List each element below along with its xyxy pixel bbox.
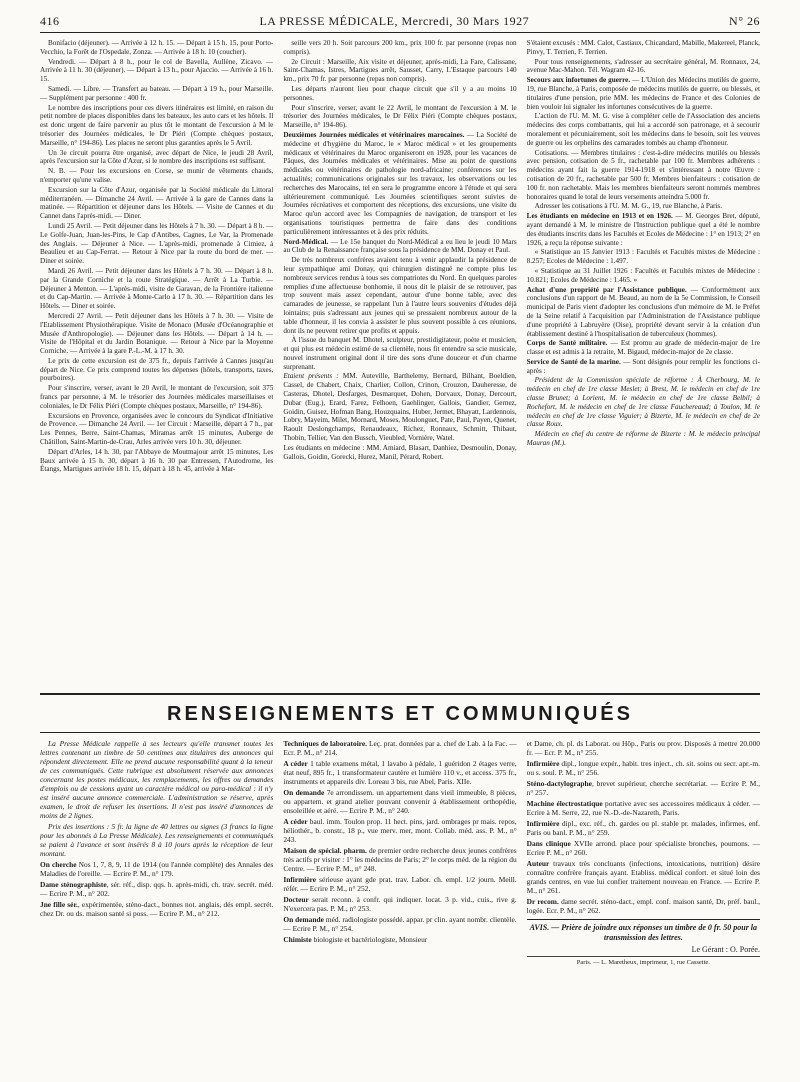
col1-paragraph-3: Le nombre des inscriptions pour ces divers itinéraires est limité, en raison du petit nombre de places disponibles dans les bateaux, les auto cars et les hôtels. Il est donc urgent de faire parvenir au plus tôt le montant de l'excursion à M le trésorier des Journées médicales, le Dr Piéri (Compte chèques postaux, Marseille, n° 194-86). Les places ne seront plus garanties après le 5 Avril.	[40, 103, 274, 147]
notice-paragraph: La Presse Médicale rappelle à ses lecteurs qu'elle transmet toutes les lettres contenant un timbre de 50 centimes aux titulaires des annonces qui répondent directement. Elle ne prend aucune responsabilité quant à la teneur de ces communiqués. Cette rubrique est absolument réservée aux annonces concernant les postes médicaux, les remplacements, les offres ou demandes d'emplois ou de cessions ayant un caractère médical ou para-médical : il n'y est inséré aucune annonce commerciale. L'administration se réserve, après examen, le droit de refuser les insertions. Il n'est pas inséré d'annonces de moins de 2 lignes.	[40, 739, 274, 820]
col1-paragraph-6: Excursion sur la Côte d'Azur, organisée par la Société médicale du Littoral méditerranéen. — Dimanche 24 Avril. — Arrivée à la gare de Cannes dans la matinée. — Répartition et déjeuner dans les Hôtels. — Visite de Cannes et du Cannet dans l'après-midi. — Diner.	[40, 185, 274, 221]
classified-ad-heading: A céder	[283, 817, 308, 826]
classified-ad-5	[527, 839, 760, 857]
excursion-paragraph-1: 2e Circuit : Marseille, Aix visite et déjeuner, après-midi, La Fare, Calissane, Saint-Chamas, Istres, Martigues arrêt, Sausset, Carry, L'Estaque parcours 140 km., prix 70 fr. par personne (repas non compris).	[283, 57, 517, 84]
navy-text: — Sont désignés pour remplir les fonctions ci-après :	[526, 357, 760, 375]
classified-ad-3	[283, 817, 516, 844]
classified-ad-3	[527, 799, 760, 817]
classified-ad-text: sérieuse ayant gde prat. trav. Labor. ch. empl. 1/2 journ. Meill. référ. — Ecrire P. M., n° 252.	[283, 875, 517, 893]
nord-medical-text: — Le 15e banquet du Nord-Médical a eu lieu le jeudi 10 Mars au Club de la Renaissance française sous la présidence de MM. Donay et Paul.	[283, 237, 517, 255]
classified-columns	[40, 739, 760, 1061]
col1-paragraph-1: Vendredi. — Départ à 8 h., pour le col de Bavella, Aullène, Zicavo. — Arrivée à 11 h. 30 (déjeuner). — Départ à 13 h., pour Ajaccio. — Arrivée à 16 h. 15.	[40, 57, 274, 84]
classified-ad-text: biologiste et bactériologiste, Monsieur	[311, 935, 428, 944]
classified-ad-heading: On demande	[283, 915, 324, 924]
classified-ad-heading: Dr recom.	[526, 897, 559, 906]
classified-ad-text: dipl., longue expér., habit. tres inject., ch. sit. soins ou secr. apr.-m. ou s. soul. P. M., n° 256.	[526, 759, 760, 777]
avis-notice: AVIS. — Prière de joindre aux réponses un timbre de 0 fr. 50 pour la transmission des lettres.	[529, 923, 758, 942]
classified-ad-4	[527, 819, 760, 837]
classified-ad-heading: A céder	[283, 759, 308, 768]
classified-ad-0	[40, 860, 273, 878]
war-relief-text-2: Cotisations. — Membres titulaires : c'est-à-dire médecins mutilés ou blessés avec pension, cotisation de 5 fr., rachetable par 100 fr. Membres adhérents : médecins ayant fait la guerre 1914-1918 et s'intéressant à notre Œuvre : cotisation de 20 fr., rachetable par 500 fr. Membres bienfaiteurs : cotisation de 100 fr. non rachetable. Mais les membres bienfaiteurs seront nommés membres honoraires quand le total de leurs versements atteindra 5.000 fr.	[526, 148, 760, 201]
military-text: — Est promu au grade de médecin-major de 1re classe et est admis à la retraite, M. Bigaud, médecin-major de 2e classe.	[526, 339, 760, 357]
classified-ad-text: méd. radiologiste possédé. appar. pr clin. ayant nombr. clientèle. — Ecrire P. M., n° 254.	[283, 915, 517, 933]
military-title: Corps de Santé militaire.	[526, 339, 608, 348]
notice-box	[527, 919, 760, 967]
maroc-item	[283, 131, 516, 237]
classified-ad-text: Leç. prat. données par a. chef de Lab. à la Fac. — Ecr. P. M., n° 214.	[283, 739, 517, 757]
classified-ad-heading: On demande	[283, 788, 325, 797]
col1-paragraph-12: Excursions en Provence, organisées avec le concours du Syndicat d'Initiative de Provence. — Dimanche 24 Avril. — 1er Circuit : Marseille, départ à 7 h., par Les Pennes, Berre, Saint-Chamas, Miramas arrêt 15 minutes, Auberge de Châtillon, Saint-Martin-de-Crau, Arles arrivée vers 10 h. 30, déjeuner.	[40, 411, 274, 447]
section-title: RENSEIGNEMENTS ET COMMUNIQUÉS	[167, 703, 633, 725]
classified-ad-text: dipl., exc. réf., ch. gardes ou pl. stable pr. malades, infirmes, enf. Paris ou banl. P. M., n° 259.	[526, 819, 760, 837]
contact-info: Pour tous renseignements, s'adresser au secrétaire général, M. Ronnaux, 24, avenue Mac-Mahon. Tél. Wagram 42-16.	[526, 57, 760, 75]
column-1	[40, 39, 273, 687]
printer-line: Paris. — L. Maretheux, imprimeur, 1, rue Cassette.	[527, 956, 760, 967]
column-2	[283, 39, 516, 687]
war-relief-item	[527, 76, 760, 111]
gerant-line: Le Gérant : O. Porée.	[691, 945, 760, 954]
present-label: Etaient présents :	[283, 372, 339, 381]
classified-column-2	[283, 739, 516, 1061]
classified-ad-text: portative avec ses accessoires médicaux à céder. — Ecrire à M. Serre, 22, rue N.-D.-de-Nazareth, Paris.	[526, 799, 760, 817]
classified-ad-text: serait reconn. à confr. qui indiquer. locat. 3 p. vid., cuis., rive g. N'exercera pas. P. M., n° 253.	[283, 895, 517, 913]
excursion-paragraph-3: Pour s'inscrire, verser, avant le 22 Avril, le montant de l'excursion à M. le trésorier des Journées médicales, le Dr Félix Piéri (Compte chèques postaux, Marseille, n° 194-86).	[283, 103, 517, 130]
classified-ad-6	[283, 895, 516, 913]
col1-paragraph-8: Mardi 26 Avril. — Petit déjeuner dans les Hôtels à 7 h. 30. — Départ à 8 h. par la Grande Corniche et la route Stratégique. — Arrêt à La Turbie. — Déjeuner à Menton. — L'après-midi, visite de Garavan, de la Frontière italienne et du Cap-Martin. — Arrivée à Monte-Carlo à 17 h. 30. — Répartition dans les Hôtels. — Diner et soirée.	[40, 266, 274, 311]
classified-ad-2	[40, 900, 273, 918]
classified-ad-text: baul. imm. Toulon prop. 11 hect. pins, jard. ombrages pr mais. repos, héliothér., b. constr., 18 p., vue merv. mer, mont. Collab. méd. ass. P. M., n° 243.	[283, 817, 517, 844]
classified-ad-1	[40, 880, 273, 898]
present-list	[283, 372, 516, 442]
assistance-title: Achat d'une propriété par l'Assistance publique.	[526, 285, 687, 294]
classified-ad-text: travaux très concluants (infections, intoxications, nutrition) désire connaître confrère français ayant. Etabliss. médical confort. et situé loin des grands centres, en vue lui confier traitement nouveau en France. — Ecrire P. M., n° 261.	[526, 859, 760, 895]
banquet-paragraph-1: À l'issue du banquet M. Dhotel, sculpteur, prestidigitateur, poète et musicien, et qui plus est médecin estimé de sa clientèle, nous fit entendre sa scie musicale, nouvel instrument original dont il tire des sons d'une douceur et d'un charme surprenant.	[283, 336, 517, 371]
assistance-item	[527, 286, 760, 339]
war-relief-text-3: Adresser les cotisations à l'U. M. M. G., 19, rue Blanche, à Paris.	[534, 202, 722, 211]
classified-ad-5	[283, 875, 516, 893]
classified-ad-text: de premier ordre recherche deux jeunes confrères très actifs pr visiter : 1° les médecins de Paris; 2° le corps méd. de la région du Centre. — Ecrire P. M., n° 248.	[283, 846, 517, 873]
classified-ad-0	[527, 739, 760, 757]
classified-ad-6	[527, 859, 760, 895]
war-relief-text-0: — L'Union des Médecins mutilés de guerre, 19, rue Blanche, à Paris, composée de médecins mutilés de guerre, ou blessés, et titulaires d'une pension, prie MM. les médecins de France et des Colonies de bien vouloir lui signaler les infortunes consécutives de la guerre.	[526, 76, 760, 111]
running-header	[40, 14, 760, 33]
classified-ad-heading: Infirmière	[526, 819, 560, 828]
students-stats-item	[527, 212, 760, 247]
classified-ad-text: , expérimentée, sténo-dact., bonnes not. anglais, dés empl. secrét. chez Dr. ou ds. maison santé si poss. — Ecrire P. M., n° 212.	[40, 900, 274, 918]
students-list: Les étudiants en médecine : MM. Amiard, Blasart, Danhiez, Desmoulin, Donay, Gallois, Goidin, Gorecki, Hurez, Manil, Pérard, Robert.	[283, 443, 517, 461]
nord-medical-title: Nord-Médical.	[283, 237, 329, 246]
classified-ad-1	[283, 759, 516, 786]
banquet-paragraph-0: De très nombreux confrères avaient tenu à venir applaudir la présidence de leur sympathique ami Donay, qui chirurgien distingué ne compte plus les nombreux services rendus à tous ses compatriotes du Nord. En quelques paroles remplies d'une affectueuse bonhomie, il nous dit le plaisir de se retrouver, pas trop souvent mais assez cependant, autour d'une bonne table, avec des camarades de jeunesse, se rappelant l'un à l'autre leurs souvenirs d'études déjà lointains; puis s'adressant aux jeunes qui se pressaient nombreux autour de la table d'honneur, il les convia à assister le plus souvent possible à ces réunions, dont ils ne peuvent retirer que profits et appuis.	[283, 256, 517, 335]
classified-ad-heading: Machine électrostatique	[526, 799, 603, 808]
stat-1913: « Statistique au 15 Janvier 1913 : Facultés et Facultés mixtes de Médecine : 8.257; Ecoles de Médecine : 1.497.	[526, 248, 760, 266]
classified-ad-heading: Chimiste	[283, 935, 312, 944]
section-rule-bottom	[40, 732, 760, 733]
navy-appointments: Président de la Commission spéciale de réforme : À Cherbourg, M. le médecin en chef de 1re classe Meslet; à Brest, M. le médecin en chef de 1re classe Brunet; à Lorient, M. le médecin en chef de 1re classe Belbil; à Rochefort, M. le médecin en chef de 1re classe Fauchereaud; à Toulon, M. le médecin en chef de 1re classe Viguier; à Bizerte, M. le médecin en chef de 2e classe Roux.	[526, 376, 760, 429]
classified-ad-text: , sér. réf., disp. qqs. h. après-midi, ch. trav. secrét. méd. — Ecrire P. M., n° 202.	[40, 880, 274, 898]
classified-ad-text: 1 table examens métal, 1 lavabo à pédale, 1 guéridon 2 étages verre, état neuf, 895 fr., 1 transformateur cautère et lumière 110 v., et access. 375 fr., instruments et appareils div. Loreau 3 bis, rue Abel, Paris. XIIe.	[283, 759, 517, 786]
navy-bizerte: Médecin en chef du centre de réforme de Bizerte : M. le médecin principal Mauran (M.).	[526, 430, 760, 448]
students-stats-text: — M. Georges Bret, député, ayant demandé à M. le ministre de l'Instruction publique quel a été le nombre des étudiants inscrits dans les Facultés et Ecoles de Médecine : 1° en 1913; 2° en 1926, a reçu la réponse suivante :	[526, 212, 760, 247]
classified-ad-text: et Dame, ch. pl. ds Laborat. ou Hôp., Paris ou prov. Disposés à mettre 20.000 fr. — Ecr. P. M., n° 255.	[526, 739, 760, 757]
classified-ad-text: dame secrét. sténo-dact., empl. conf. maison santé, Dr, préf. baul., logée. Ecr. P. M., n° 262.	[526, 897, 760, 915]
col1-paragraph-5: N. B. — Pour les excursions en Corse, se munir de vêtements chauds, n'emporter qu'une valise.	[40, 167, 274, 184]
navy-item	[527, 358, 760, 376]
col1-paragraph-2: Samedi. — Libre. — Transfert au bateau. — Départ à 19 h., pour Marseille. — Supplément par personne : 400 fr.	[40, 84, 274, 102]
classified-ad-text: XVIIe arrond. place pour spécialiste bronches, poumons. — Ecrire P. M., n° 260.	[526, 839, 760, 857]
classified-ad-heading: Techniques de laboratoire.	[283, 739, 368, 748]
classified-ad-text: , brevet supérieur, cherche secrétariat. — Ecrire P. M., n° 257.	[526, 779, 760, 797]
classified-ad-heading: Auteur	[526, 859, 550, 868]
classified-ad-1	[527, 759, 760, 777]
classified-column-3	[527, 739, 760, 1061]
classified-ad-heading: Sténo-dactylographe	[526, 779, 592, 788]
col1-paragraph-7: Lundi 25 Avril. — Petit déjeuner dans les Hôtels à 7 h. 30. — Départ à 8 h. — Le Golfe-Juan, Juan-les-Pins, le Cap d'Antibes, Cagnes, Le Var, la Promenade des Anglais. — Déjeuner à Nice. — L'après-midi, promenade à Cimiez, à Beaulieu et au Cap-Ferrat. — Retour à Nice par la route du bord de mer. — Diner et soirée.	[40, 221, 274, 266]
col1-paragraph-9: Mercredi 27 Avril. — Petit déjeuner dans les Hôtels à 7 h. 30. — Visite de l'Etablissement Physiothérapique. Visite de Monaco (Musée d'Océanographie et Musée d'Anthropologie). — Déjeuner dans les Hôtels. — Départ à 14 h. — Visite de l'Hôpital et du Jardin Botanique. — Retour à Nice par la Moyenne Corniche. — Arrivée à la gare P.-L.-M. à 17 h. 30.	[40, 311, 274, 356]
page-number: 416	[40, 14, 60, 28]
present-names: MM. Auteville, Barthelemy, Bernard, Bilhant, Boeldien, Cassel, de Chabert, Chaix, Charlier, Collon, Crinon, Crouzon, Dauheresse, de Casteras, Dhotel, Desfarges, Desmarquet, Dohen, Dorvaux, Donay, Dercourt, Dubar (Eug.), Erard, Farez, Felhoen, Gaehlinger, Gallois, Gandier, Gernez, Goidin, Guisez, Hofman Bang, Houzquains, Huber, Jermet, Bhayatt, Lardennois, Lobry, Mayeim, Milet, Mornard, Moses, Moulonguet, Pate, Paul, Payen, Quenet, Raoult Deslongchamps, Renaudeaux, Richez, Ronnaux, Schmitt, Thibaut, Thobin, Tellier, Van den Bussch, Vieubled, Vornière, Watel.	[283, 372, 517, 443]
col1-paragraph-10: Le prix de cette excursion est de 375 fr., depuis l'arrivée à Cannes jusqu'au départ de Nice. Ce prix comprend toutes les dépenses (hôtels, transports, taxes, pourboires).	[40, 356, 274, 383]
col1-paragraph-13: Départ d'Arles, 14 h. 30, par l'Abbaye de Moutmajour arrêt 15 minutes, Les Baux arrivée à 15 h. 30, départ à 16 h. 30 par Entressen, l'Autodrome, les Étangs, Martigues arrivée 18 h. 15, départ à 18 h. 45, arrivée à Mar-	[40, 447, 274, 474]
war-relief-text-1: L'action de l'U. M. M. G. vise à compléter celle de l'Association des anciens médecins des corps combattants, qui lui a accordé son patronage, et à secourir moralement et pécuniairement, soit les médecins dans le besoin, soit les veuves de guerre ou les orphelins des camarades tombés au champ d'honneur.	[526, 112, 760, 147]
assistance-text: — Conformément aux conclusions d'un rapport de M. Beaud, au nom de la 5e Commission, le Conseil municipal de Paris vient d'adopter les conclusions d'un mémoire de M. le Préfet de la Seine relatif à l'acquisition par l'Administration de l'Assistance publique d'une propriété à Labruyère (Oise), propriété devant servir à la création d'un établissement destiné à l'hospitalisation de tuberculeux (hommes).	[526, 285, 760, 338]
classified-ad-heading: Docteur	[283, 895, 309, 904]
column-3	[527, 39, 760, 687]
col1-paragraph-11: Pour s'inscrire, verser, avant le 20 Avril, le montant de l'excursion, soit 375 francs par personne, à M. le trésorier des Journées médicales marseillaises et coloniales, le Dr Félix Piéri (Compte chèques postaux, Marseille, n° 194-86).	[40, 384, 274, 410]
military-item	[527, 339, 760, 357]
classified-ad-0	[283, 739, 516, 757]
col1-paragraph-4: Un 3e circuit pourra être organisé, avec départ de Nice, le jeudi 28 Avril, après l'excursion sur la Côte d'Azur, si le nombre des inscriptions est suffisant.	[40, 148, 274, 166]
classified-ad-text: Nos 1, 7, 8, 9, 11 de 1914 (ou l'année complète) des Annales des Maladies de l'oreille. — Ecrire P. M., n° 179.	[40, 860, 274, 878]
classified-ad-7	[527, 897, 760, 915]
classified-column-1	[40, 739, 273, 1061]
maroc-title: Deuxièmes Journées médicales et vétérinaires marocaines.	[283, 130, 465, 139]
stat-1926: « Statistique au 31 Juillet 1926 : Facultés et Facultés mixtes de Médecine : 10.821; Ecoles de Médecine : 1.465. »	[526, 266, 760, 284]
students-stats-title: Les étudiants en médecine en 1913 et en 1926.	[526, 212, 673, 221]
classified-ad-2	[283, 788, 516, 815]
classified-ad-heading: Infirmière	[526, 759, 560, 768]
excursion-paragraph-0: seille vers 20 h. Soit parcours 200 km., prix 100 fr. par personne (repas non compris).	[283, 39, 517, 56]
excuses-list: S'étaient excusés : MM. Calot, Castiaux, Chicandard, Mabille, Makereel, Planck, Pinvy, T. Terrien, F. Terrien.	[526, 39, 760, 56]
journal-title: LA PRESSE MÉDICALE, Mercredi, 30 Mars 1927	[259, 14, 530, 28]
classified-ad-8	[283, 935, 516, 944]
pricing-paragraph: Prix des insertions : 5 fr. la ligne de 40 lettres ou signes (3 francs la ligne pour les abonnés à La Presse Médicale). Les renseignements et communiqués se paient à l'avance et sont insérés 8 à 10 jours après la réception de leur montant.	[40, 822, 274, 858]
classified-ad-heading: Jne fille sér.	[40, 900, 78, 909]
col1-paragraph-0: Bonifacio (déjeuner). — Arrivée à 12 h. 15. — Départ à 15 h. 15, pour Porto-Vecchio, la Forêt de l'Ospedale, Zonza. — Arrivée à 18 h. 10 (coucher).	[40, 39, 274, 56]
war-relief-title: Secours aux infortunes de guerre.	[526, 76, 631, 85]
classified-ad-heading: Infirmière	[283, 875, 317, 884]
issue-number: N° 26	[729, 14, 760, 28]
classified-ad-4	[283, 846, 516, 873]
classified-ad-7	[283, 915, 516, 933]
maroc-text: — La Société de médecine et d'hygiène du Maroc, le « Maroc médical » et les groupements médicaux et vétérinaires du Maroc organiseront en 1928, pour les vacances de Pâques, des Journées médicales et vétérinaires. Mise au point de questions médicales ou vétérinaires de pathologie nord-africaine; conférences sur les actualités; communications originales sur les travaux, les observations ou les recherches des Marocains, tel en sera le programme encore à l'étude et qui sera ultérieurement communiqué. Les Journées scientifiques seront suivies de Journées récréatives et comportent des réceptions, des excursions, une visite du Maroc qu'un accord avec les Compagnies de navigation, de transport et les organisations touristiques permettra de faire dans des conditions particulièrement intéressantes et à des prix réduits.	[283, 130, 517, 236]
news-columns	[40, 39, 760, 687]
classified-ad-text: 7e arrondissem. un appartement dans vieil immeuble, 8 pièces, ou appartem. et grand atelier pouvant convenir à établissement orthopédie, ensoleillée et aéré. — Ecrire P. M., n° 240.	[283, 788, 517, 815]
nord-medical-item	[283, 238, 516, 256]
classified-ad-2	[527, 779, 760, 797]
navy-title: Service de Santé de la marine.	[526, 357, 621, 366]
excursion-paragraph-2: Les départs n'auront lieu pour chaque circuit que s'il y a au moins 10 personnes.	[283, 84, 517, 102]
classified-ad-heading: On cherche	[40, 860, 77, 869]
classified-ad-heading: Maison de spécial. pharm.	[283, 846, 367, 855]
classified-ad-heading: Dans clinique	[526, 839, 571, 848]
classified-ad-heading: Dame sténographiste	[40, 880, 107, 889]
